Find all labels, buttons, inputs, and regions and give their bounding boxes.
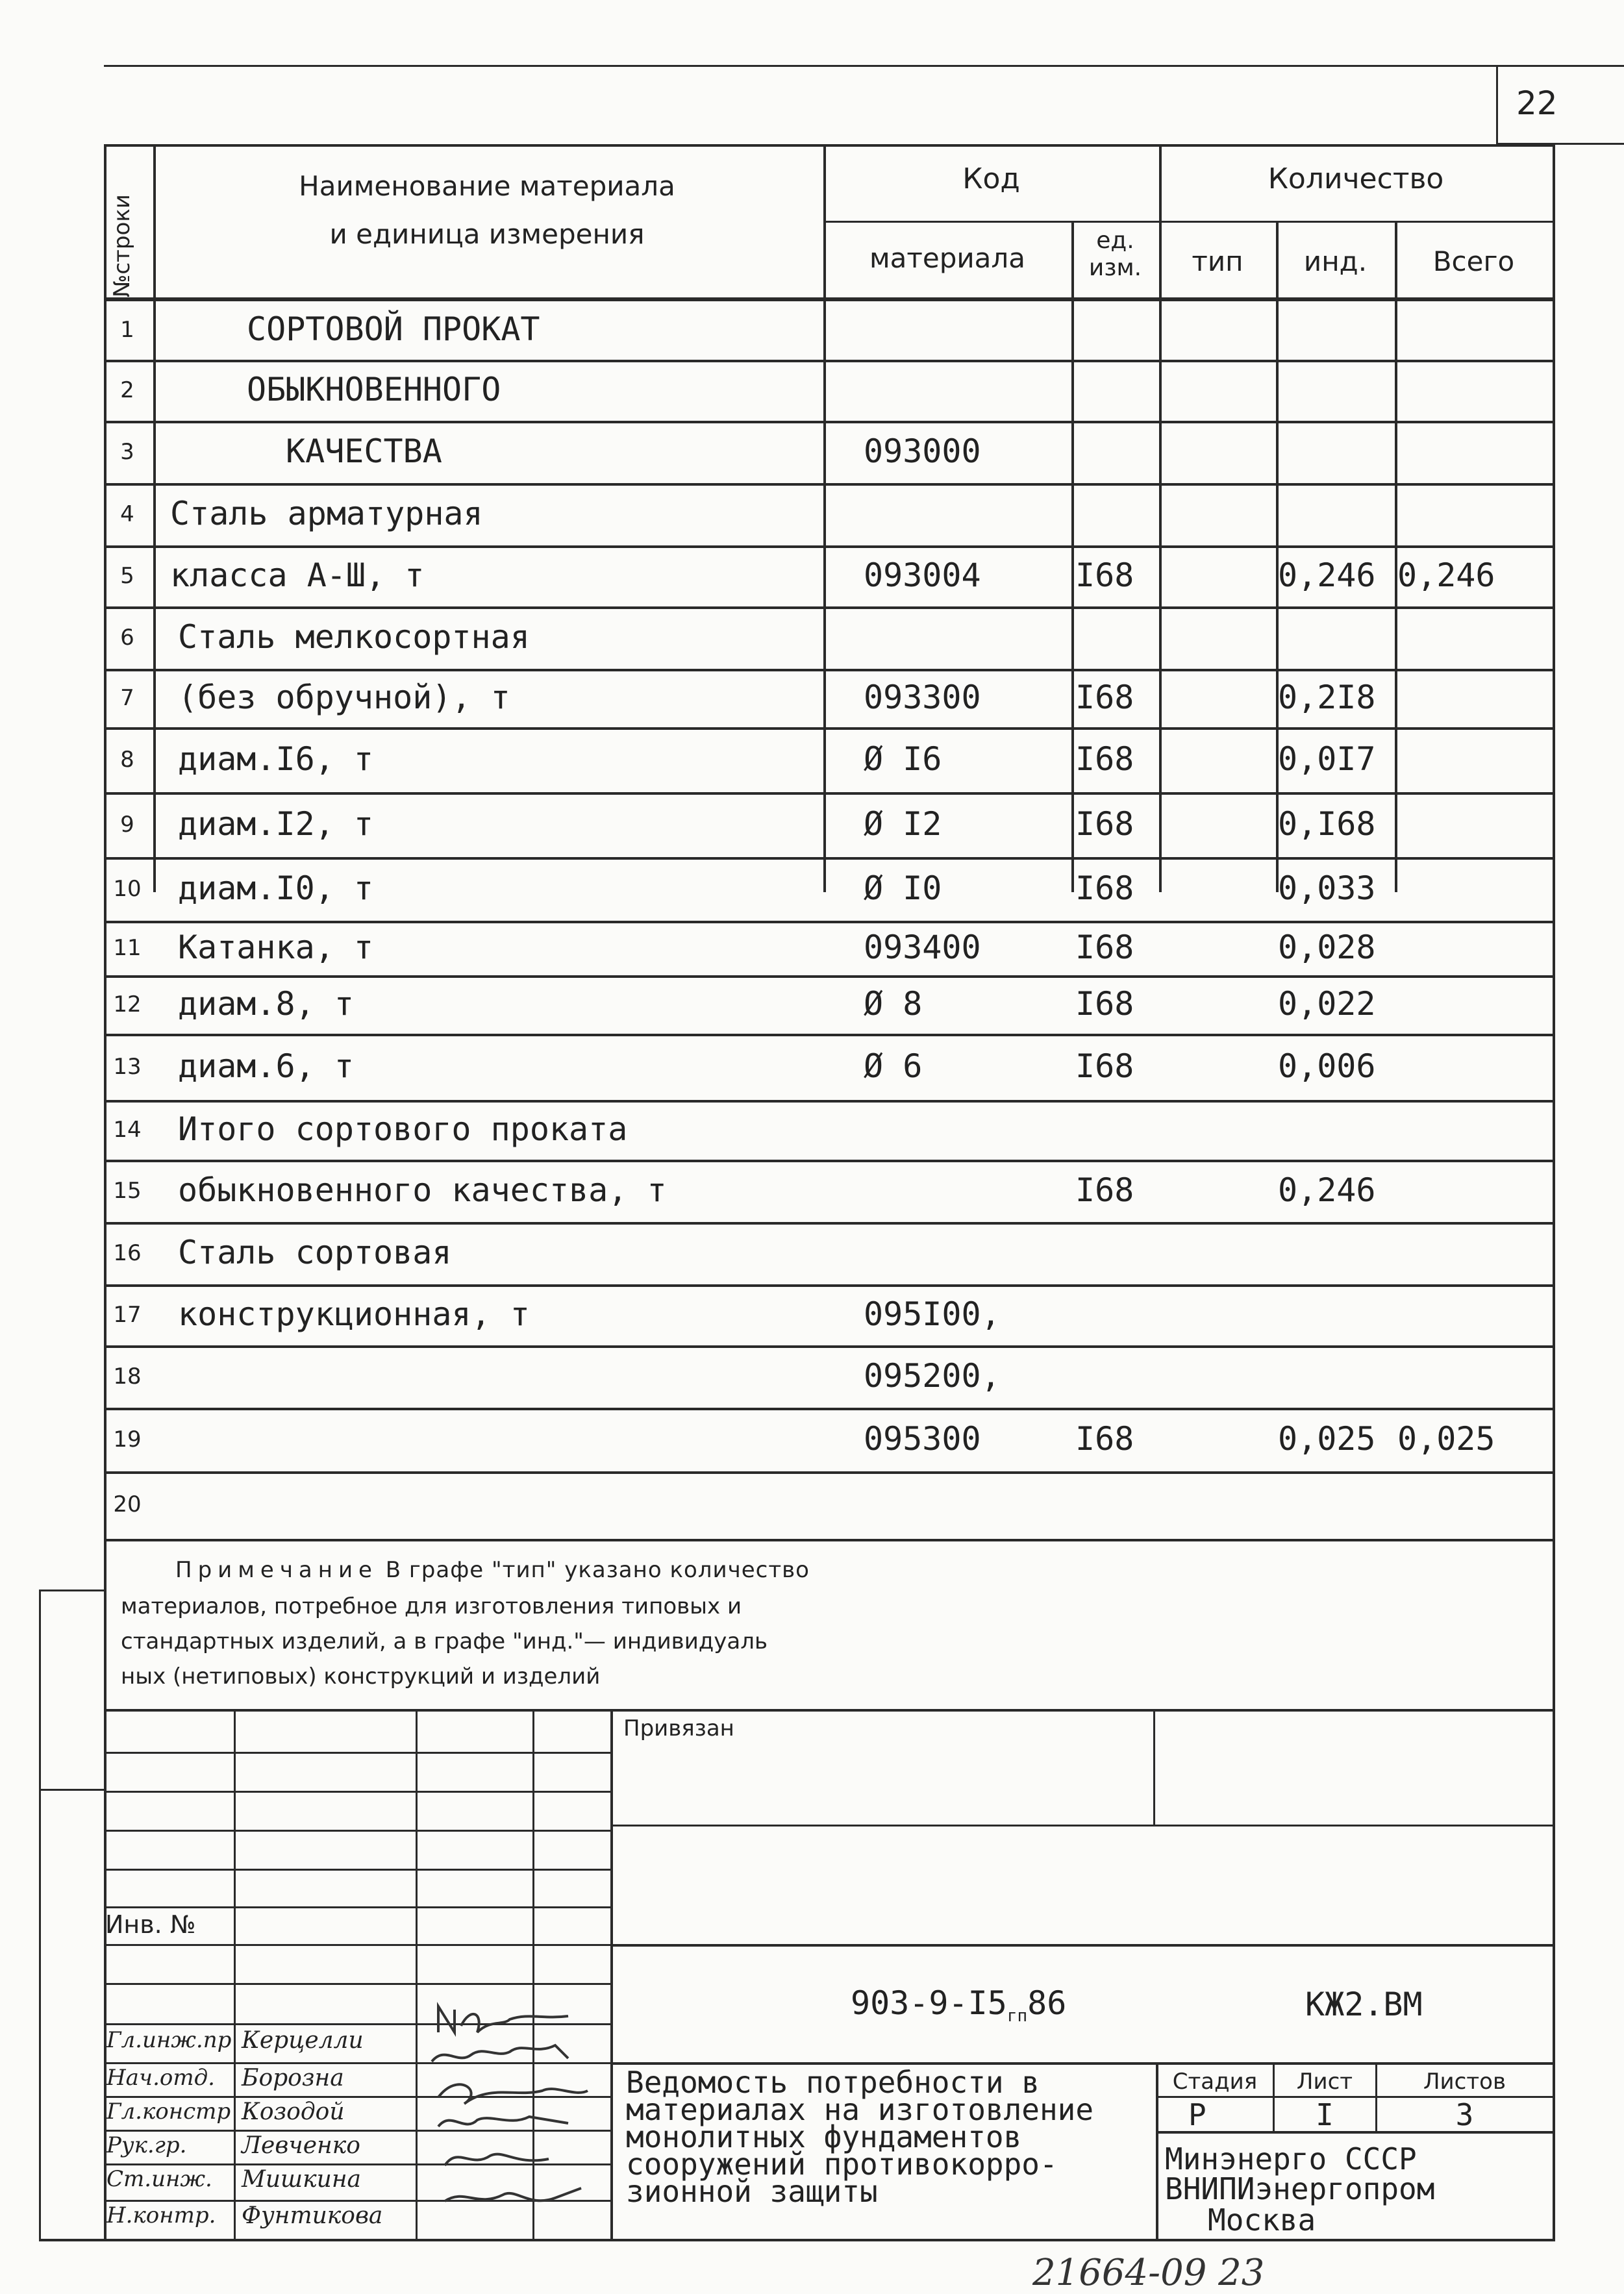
- unit-code: I68: [1075, 1420, 1134, 1458]
- note-line1: Примечание В графе "тип" указано количество: [175, 1557, 810, 1583]
- header-mid-line: [823, 221, 1555, 223]
- row-divider: [104, 1284, 1555, 1287]
- material-name: КАЧЕСТВА: [286, 432, 442, 470]
- row-number: 11: [113, 935, 142, 961]
- row-divider: [104, 975, 1555, 978]
- material-name: конструкционная, т: [178, 1295, 530, 1333]
- row-divider: [104, 792, 1555, 795]
- row-divider: [104, 421, 1555, 423]
- material-code: Ø I0: [864, 869, 942, 907]
- stamp-outer-left: [39, 1590, 41, 2241]
- row-divider: [104, 360, 1555, 362]
- signature-name: Борозна: [242, 2065, 344, 2091]
- signature-name: Фунтикова: [242, 2202, 383, 2229]
- row-number: 14: [113, 1117, 142, 1143]
- qty-individual: 0,033: [1278, 869, 1376, 907]
- stamp-col-2: [416, 1709, 418, 2241]
- row-divider: [104, 1345, 1555, 1348]
- note-line3: стандартных изделий, а в графе "инд."— индивидуаль: [121, 1628, 768, 1654]
- material-name: ОБЫКНОВЕННОГО: [247, 371, 501, 408]
- stamp-row-a: [104, 1752, 612, 1754]
- material-code: 095I00,: [864, 1295, 1001, 1333]
- org-line-3: Москва: [1208, 2202, 1316, 2238]
- material-code: 093300: [864, 679, 981, 716]
- col-code-border: [1071, 221, 1074, 892]
- unit-code: I68: [1075, 556, 1134, 594]
- sheet-label: Лист: [1296, 2069, 1353, 2095]
- page-number-box-border: [1496, 65, 1498, 144]
- qty-total: 0,025: [1397, 1420, 1495, 1458]
- row-number: 20: [113, 1491, 142, 1517]
- row-number: 7: [120, 685, 134, 711]
- row-number: 16: [113, 1240, 142, 1266]
- inv-no-label: Инв. №: [105, 1910, 196, 1939]
- sheets-label: Листов: [1423, 2069, 1506, 2095]
- row-divider: [104, 857, 1555, 860]
- header-qty-ind: инд.: [1303, 245, 1368, 277]
- row-divider: [104, 1034, 1555, 1036]
- stamp-row-e: [104, 1906, 612, 1908]
- unit-code: I68: [1075, 985, 1134, 1023]
- sheet-code: КЖ2.ВМ: [1305, 1986, 1423, 2023]
- title-line: зионной защиты: [626, 2174, 878, 2209]
- row-number: 10: [113, 876, 142, 902]
- title-line: Ведомость потребности в: [626, 2065, 1040, 2100]
- doc-code: $903-9-I5_{гп}86$: [851, 1984, 1067, 2026]
- material-code: Ø 8: [864, 985, 923, 1023]
- material-name: диам.6, т: [178, 1047, 354, 1085]
- stamp-row-c: [104, 1830, 612, 1832]
- material-code: 093400: [864, 929, 981, 966]
- signature-name: Керцелли: [242, 2027, 364, 2054]
- header-name-line2: и единица измерения: [329, 218, 645, 250]
- unit-code: I68: [1075, 679, 1134, 716]
- qty-individual: 0,I68: [1278, 805, 1376, 843]
- material-name: Итого сортового проката: [178, 1110, 628, 1148]
- stamp-bottom: [39, 2239, 1555, 2241]
- qty-individual: 0,2I8: [1278, 679, 1376, 716]
- row-divider: [104, 1222, 1555, 1225]
- row-divider: [104, 727, 1555, 730]
- material-name: Сталь сортовая: [178, 1234, 452, 1271]
- sheets-value: 3: [1455, 2097, 1474, 2132]
- signature-role: Рук.гр.: [106, 2132, 187, 2158]
- material-name: диам.8, т: [178, 985, 354, 1023]
- row-divider: [104, 669, 1555, 671]
- row-divider: [104, 1408, 1555, 1410]
- row-number: 6: [120, 625, 134, 651]
- material-name: Катанка, т: [178, 929, 374, 966]
- row-divider: [104, 606, 1555, 609]
- unit-code: I68: [1075, 929, 1134, 966]
- signature-role: Гл.инж.пр: [106, 2027, 232, 2053]
- qty-individual: 0,006: [1278, 1047, 1376, 1085]
- stage-label: Стадия: [1172, 2069, 1258, 2095]
- qty-individual: 0,028: [1278, 929, 1376, 966]
- org-line-1: Минэнерго СССР: [1165, 2141, 1417, 2176]
- row-divider: [104, 545, 1555, 548]
- unit-code: I68: [1075, 1047, 1134, 1085]
- material-name: Сталь арматурная: [170, 495, 483, 532]
- stage-value: Р: [1188, 2097, 1206, 2132]
- signature-role: Ст.инж.: [106, 2166, 212, 2192]
- signature-role: Нач.отд.: [106, 2065, 215, 2091]
- table-right: [1553, 144, 1555, 1547]
- signature-name: Левченко: [242, 2132, 360, 2159]
- header-qty-type: тип: [1192, 245, 1243, 277]
- stamp-top: [104, 1709, 1555, 1712]
- stamp-row-g: [104, 1983, 612, 1985]
- material-code: Ø I6: [864, 740, 942, 778]
- row-divider: [104, 483, 1555, 486]
- privyazan-label: Привязан: [623, 1715, 734, 1741]
- header-unit-line1: ед.: [1096, 227, 1134, 254]
- stamp-row-f: [104, 1944, 612, 1946]
- header-bottom: [104, 297, 1555, 301]
- material-code: Ø 6: [864, 1047, 923, 1085]
- row-number: 15: [113, 1178, 142, 1204]
- stamp-side-line-1: [39, 1590, 105, 1591]
- header-quantity: Количество: [1268, 162, 1444, 195]
- material-code: 093000: [864, 432, 981, 470]
- top-border: [104, 65, 1624, 67]
- privyazan-bottom: [610, 1825, 1555, 1826]
- footer-number: 21664-09 23: [1032, 2252, 1265, 2294]
- row-number: 4: [120, 501, 134, 527]
- material-name: обыкновенного качества, т: [178, 1171, 667, 1209]
- row-divider: [104, 1160, 1555, 1162]
- privyazan-divider: [1153, 1709, 1155, 1826]
- material-name: класса А-Ш, т: [170, 556, 425, 594]
- signature-name: Мишкина: [242, 2166, 362, 2193]
- material-name: диам.I2, т: [178, 805, 374, 843]
- material-code: Ø I2: [864, 805, 942, 843]
- qty-individual: 0,022: [1278, 985, 1376, 1023]
- row-number: 8: [120, 747, 134, 773]
- table-left: [104, 144, 106, 1547]
- unit-code: I68: [1075, 869, 1134, 907]
- table-top: [104, 144, 1555, 147]
- material-name: (без обручной), т: [178, 679, 510, 716]
- title-line: сооружений противокорро-: [626, 2147, 1058, 2182]
- header-qty-total: Всего: [1432, 245, 1515, 277]
- signature-name: Козодой: [242, 2099, 345, 2125]
- qty-individual: 0,025: [1278, 1420, 1376, 1458]
- row-number: 9: [120, 812, 134, 838]
- col-rownum-border: [153, 144, 156, 892]
- page-number: 22: [1516, 84, 1558, 122]
- material-name: СОРТОВОЙ ПРОКАТ: [247, 310, 540, 348]
- row-divider: [104, 1471, 1555, 1474]
- qty-individual: 0,246: [1278, 1171, 1376, 1209]
- material-code: 095300: [864, 1420, 981, 1458]
- body-bottom: [104, 1539, 1555, 1541]
- header-name-line1: Наименование материала: [299, 170, 675, 202]
- row-number: 17: [113, 1302, 142, 1328]
- stamp-row-b: [104, 1791, 612, 1793]
- stamp-row-d: [104, 1869, 612, 1871]
- stamp-col-1: [234, 1709, 236, 2241]
- sheet-value: I: [1316, 2097, 1334, 2132]
- note-line2: материалов, потребное для изготовления типовых и: [121, 1593, 742, 1619]
- stamp-side-line-2: [39, 1789, 105, 1791]
- row-number: 1: [120, 317, 134, 343]
- header-unit-line2: изм.: [1088, 255, 1142, 281]
- material-code: 093004: [864, 556, 981, 594]
- qty-individual: 0,0I7: [1278, 740, 1376, 778]
- row-divider: [104, 1100, 1555, 1103]
- signatures-graphic: [419, 1993, 614, 2240]
- unit-code: I68: [1075, 805, 1134, 843]
- row-number: 12: [113, 991, 142, 1017]
- title-line: монолитных фундаментов: [626, 2119, 1022, 2154]
- material-name: диам.I0, т: [178, 869, 374, 907]
- row-number: 2: [120, 377, 134, 403]
- row-number: 18: [113, 1364, 142, 1390]
- org-line-2: ВНИПИэнергопром: [1165, 2171, 1435, 2206]
- material-code: 095200,: [864, 1357, 1001, 1395]
- material-name: диам.I6, т: [178, 740, 374, 778]
- title-line: материалах на изготовление: [626, 2092, 1094, 2127]
- qty-total: 0,246: [1397, 556, 1495, 594]
- row-number: 19: [113, 1427, 142, 1452]
- material-name: Сталь мелкосортная: [178, 618, 530, 656]
- note-line4: ных (нетиповых) конструкций и изделий: [121, 1664, 601, 1689]
- header-code-material: материала: [869, 242, 1025, 274]
- row-number: 5: [120, 563, 134, 589]
- header-row-no: №строки: [109, 194, 135, 297]
- code-row-top: [610, 1944, 1555, 1947]
- qty-individual: 0,246: [1278, 556, 1376, 594]
- row-divider: [104, 921, 1555, 923]
- row-number: 13: [113, 1054, 142, 1080]
- row-number: 3: [120, 439, 134, 465]
- signature-role: Гл.констр: [106, 2099, 231, 2125]
- header-code: Код: [962, 162, 1020, 195]
- stamp-right: [1553, 1539, 1555, 2241]
- signature-role: Н.контр.: [106, 2202, 216, 2228]
- unit-code: I68: [1075, 740, 1134, 778]
- unit-code: I68: [1075, 1171, 1134, 1209]
